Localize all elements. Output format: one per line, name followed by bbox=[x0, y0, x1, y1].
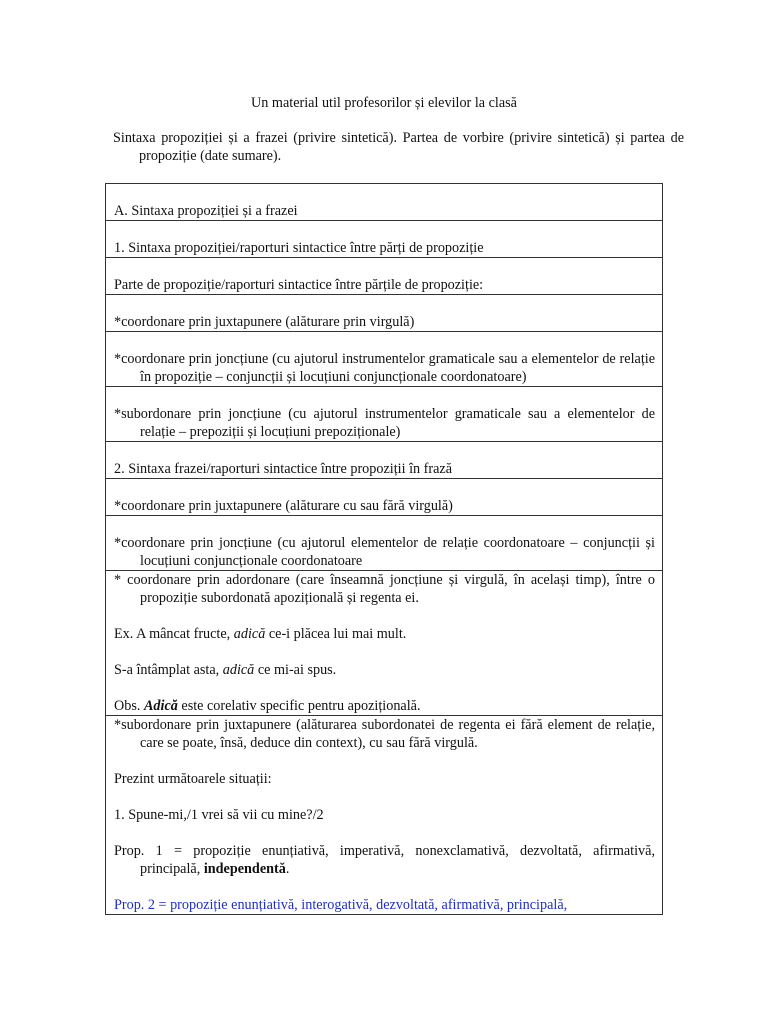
adordonare-paragraph: * coordonare prin adordonare (care înseamnă joncțiune și virgulă, în același timp), între o propoziție subordonată apozițională și regenta ei. bbox=[114, 572, 655, 606]
prop-1-analysis: Prop. 1 = propoziție enunțiativă, imperativă, nonexclamativă, dezvoltată, afirmativă, principală, independentă. bbox=[114, 843, 655, 877]
subord-junction-line: *subordonare prin joncțiune (cu ajutorul instrumentelor gramaticale sau a elementelor de relație – prepoziții și locuțiuni prepoziționale) bbox=[114, 406, 655, 440]
document-title: Un material util profesorilor și elevilor la clasă bbox=[251, 95, 517, 111]
parts-relations-line: Parte de propoziție/raporturi sintactice între părțile de propoziție: bbox=[114, 277, 484, 293]
table-row bbox=[106, 258, 663, 295]
intro-paragraph: Sintaxa propoziției și a frazei (privire sintetică). Partea de vorbire (privire sintetică) și partea de propoziție (date sumare). bbox=[113, 130, 684, 164]
subord-juxtaposition-paragraph: *subordonare prin juxtapunere (alăturarea subordonatei de regenta ei fără element de relație, care se poate, însă, deduce din context), cu sau fără virgulă. bbox=[114, 717, 655, 751]
section-a-heading: A. Sintaxa propoziției și a frazei bbox=[114, 203, 298, 219]
phrase-coord-juxtaposition-line: *coordonare prin juxtapunere (alăturare cu sau fără virgulă) bbox=[114, 498, 453, 514]
example-2: S-a întâmplat asta, adică ce mi-ai spus. bbox=[114, 662, 337, 678]
table-row bbox=[106, 295, 663, 332]
table-row bbox=[106, 716, 663, 915]
table-row bbox=[106, 332, 663, 387]
table-row bbox=[106, 184, 663, 221]
section-2-heading: 2. Sintaxa frazei/raporturi sintactice între propoziții în frază bbox=[114, 461, 452, 477]
example-sentence: 1. Spune-mi,/1 vrei să vii cu mine?/2 bbox=[114, 807, 324, 823]
table-row bbox=[106, 442, 663, 479]
table-row bbox=[106, 221, 663, 258]
table-row bbox=[106, 479, 663, 516]
situations-line: Prezint următoarele situații: bbox=[114, 771, 272, 787]
phrase-coord-junction-line: *coordonare prin joncțiune (cu ajutorul elementelor de relație coordonatoare – conjuncții și locuțiuni conjuncționale coordonatoare bbox=[114, 535, 655, 569]
table-row bbox=[106, 571, 663, 716]
syntax-table bbox=[105, 183, 663, 915]
observation-line: Obs. Adică este corelativ specific pentru apozițională. bbox=[114, 698, 421, 714]
table-row bbox=[106, 516, 663, 571]
table-row bbox=[106, 387, 663, 442]
coord-juxtaposition-line: *coordonare prin juxtapunere (alăturare prin virgulă) bbox=[114, 314, 415, 330]
coord-junction-line: *coordonare prin joncțiune (cu ajutorul instrumentelor gramaticale sau a elementelor de relație în propoziție – conjuncții și locuțiuni conjuncționale coordonatoare) bbox=[114, 351, 655, 385]
example-1: Ex. A mâncat fructe, adică ce-i plăcea lui mai mult. bbox=[114, 626, 407, 642]
section-1-heading: 1. Sintaxa propoziției/raporturi sintactice între părți de propoziție bbox=[114, 240, 484, 256]
prop-2-analysis: Prop. 2 = propoziție enunțiativă, interogativă, dezvoltată, afirmativă, principală, bbox=[114, 897, 568, 913]
